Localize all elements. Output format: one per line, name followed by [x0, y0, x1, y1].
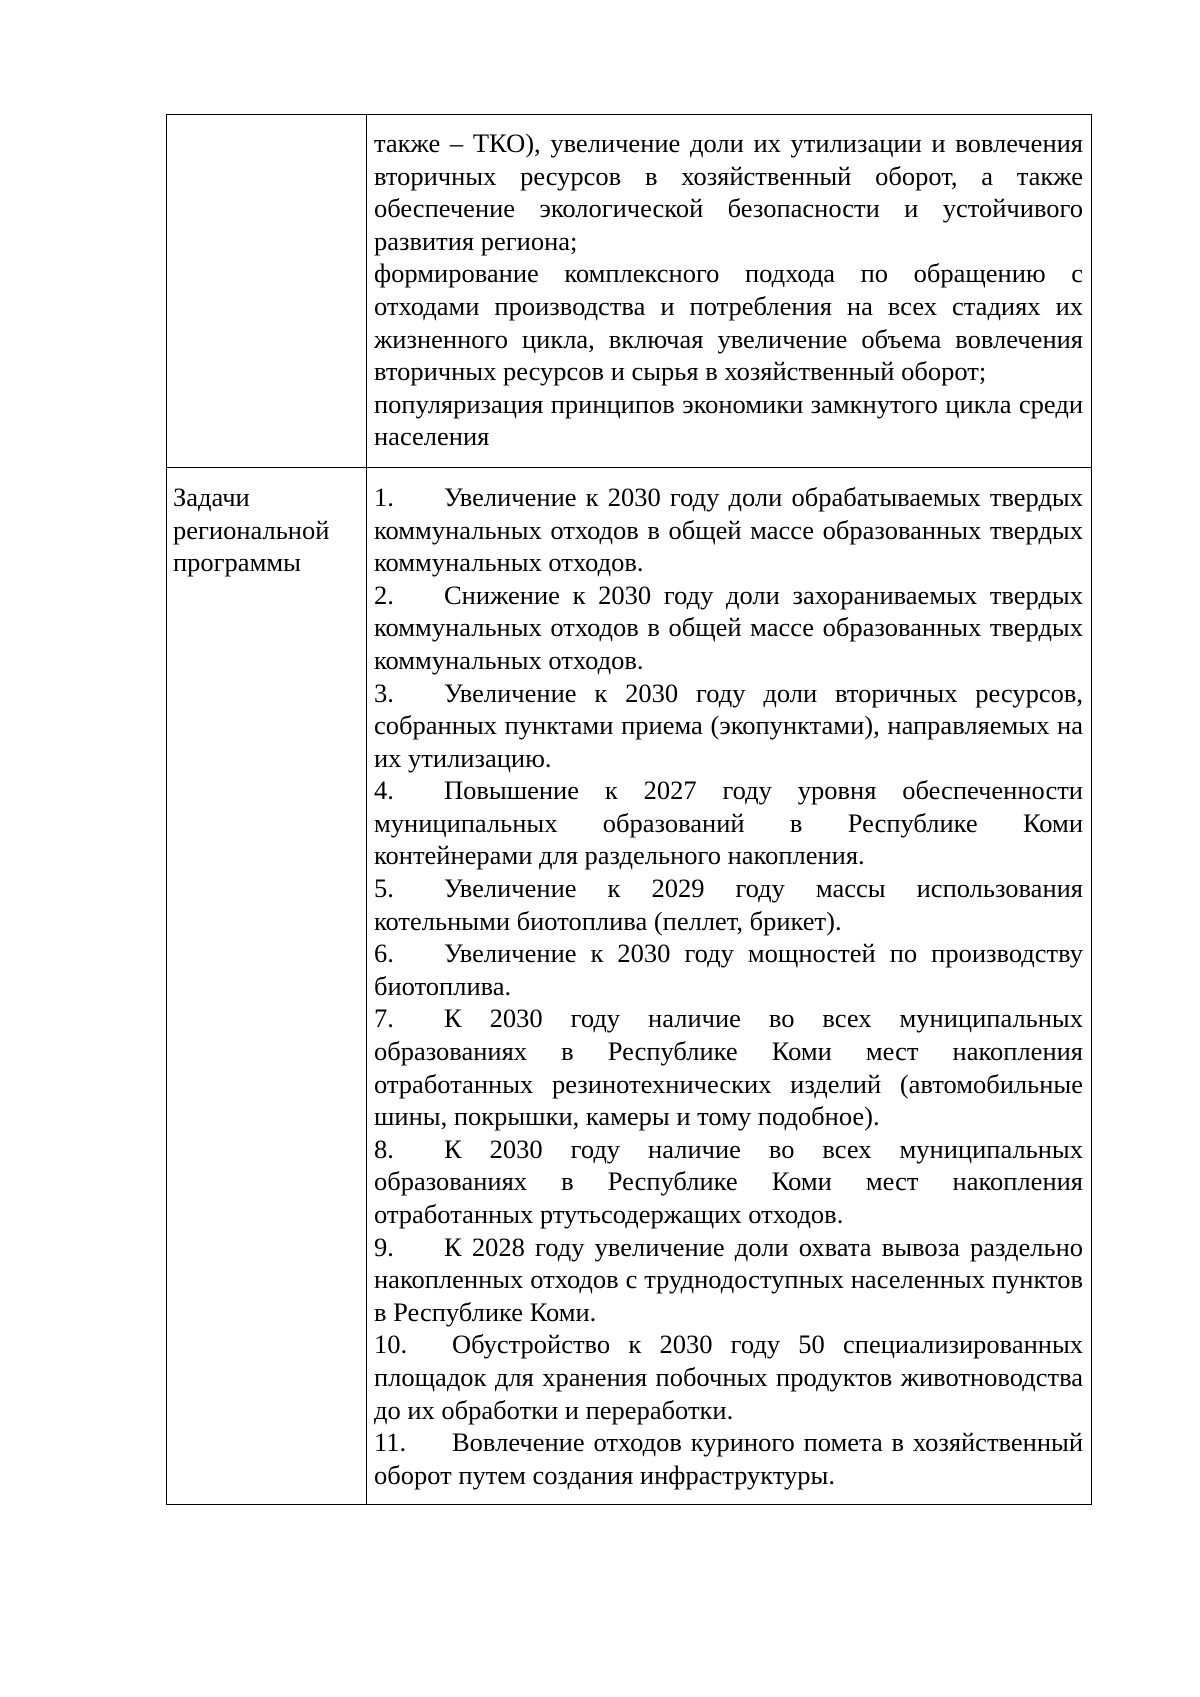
task-number: 6.: [374, 938, 394, 969]
row1-label-cell: [167, 115, 367, 468]
task-number: 4.: [374, 775, 394, 806]
task-text: Увеличение к 2030 году доли вторичных ресурсов, собранных пунктами приема (экопунктами), направляемых на их утилизацию.: [374, 677, 1083, 773]
task-text: К 2030 году наличие во всех муниципальных образованиях в Республике Коми мест накопления отработанных ртутьсодержащих отходов.: [374, 1133, 1083, 1229]
tasks-label-cell: [167, 467, 367, 1504]
task-number: 11.: [374, 1427, 407, 1458]
task-number: 8.: [374, 1133, 394, 1164]
task-text: К 2028 году увеличение доли охвата вывоза раздельно накопленных отходов с труднодоступных населенных пунктов в Республике Коми.: [374, 1231, 1083, 1327]
task-text: Обустройство к 2030 году 50 специализированных площадок для хранения побочных продуктов животноводства до их обработки и переработки.: [374, 1329, 1083, 1425]
task-item-6: [374, 937, 1083, 1002]
task-text: К 2030 году наличие во всех муниципальных образованиях в Республике Коми мест накопления отработанных резинотехнических изделий (автомобильные шины, покрышки, камеры и тому подобное).: [374, 1003, 1083, 1132]
task-number: 2.: [374, 579, 394, 610]
tasks-label-line-3: программы: [173, 547, 301, 578]
task-item-7: [374, 1002, 1083, 1132]
program-passport-table: [166, 114, 1092, 1505]
task-item-11: [374, 1426, 1083, 1491]
task-text: Увеличение к 2030 году доли обрабатываемых твердых коммунальных отходов в общей массе образованных твердых коммунальных отходов.: [374, 481, 1083, 578]
task-item-8: [374, 1133, 1083, 1231]
task-number: 5.: [374, 873, 394, 904]
task-number: 10.: [374, 1329, 408, 1360]
goal-paragraph-3: популяризация принципов экономики замкнутого цикла среди населения: [374, 388, 1083, 452]
task-item-5: [374, 872, 1083, 937]
task-item-10: [374, 1328, 1083, 1426]
task-number: 7.: [374, 1003, 394, 1034]
task-number: 9.: [374, 1231, 394, 1262]
task-text: Увеличение к 2030 году мощностей по производству биотоплива.: [374, 938, 1083, 1001]
task-text: Увеличение к 2029 году массы использования котельными биотоплива (пеллет, брикет).: [374, 873, 1083, 936]
tasks-label-line-1: Задачи: [173, 481, 250, 512]
task-text: Повышение к 2027 году уровня обеспеченности муниципальных образований в Республике Коми контейнерами для раздельного накопления.: [374, 775, 1083, 871]
task-item-1: [374, 481, 1083, 579]
table-row-tasks: [167, 467, 1092, 1504]
goal-paragraph-1: также – ТКО), увеличение доли их утилизации и вовлечения вторичных ресурсов в хозяйственный оборот, а также обеспечение экологической безопасности и устойчивого развития региона;: [374, 128, 1083, 256]
task-text: Вовлечение отходов куриного помета в хозяйственный оборот путем создания инфраструктуры.: [374, 1427, 1083, 1490]
task-item-4: [374, 774, 1083, 872]
table-row-goals-continued: [167, 115, 1092, 468]
goals-content-cell: [367, 115, 1092, 468]
task-item-3: [374, 677, 1083, 775]
task-item-2: [374, 579, 1083, 677]
tasks-content-cell: [367, 467, 1092, 1504]
tasks-label-line-2: региональной: [173, 514, 330, 545]
task-text: Снижение к 2030 году доли захораниваемых твердых коммунальных отходов в общей массе образованных твердых коммунальных отходов.: [374, 579, 1083, 675]
task-number: 1.: [374, 481, 394, 512]
goal-paragraph-2: формирование комплексного подхода по обращению с отходами производства и потребления на всех стадиях их жизненного цикла, включая увеличение объема вовлечения вторичных ресурсов и сырья в хозяйственный оборот;: [374, 258, 1083, 387]
task-number: 3.: [374, 677, 394, 708]
task-item-9: [374, 1231, 1083, 1329]
